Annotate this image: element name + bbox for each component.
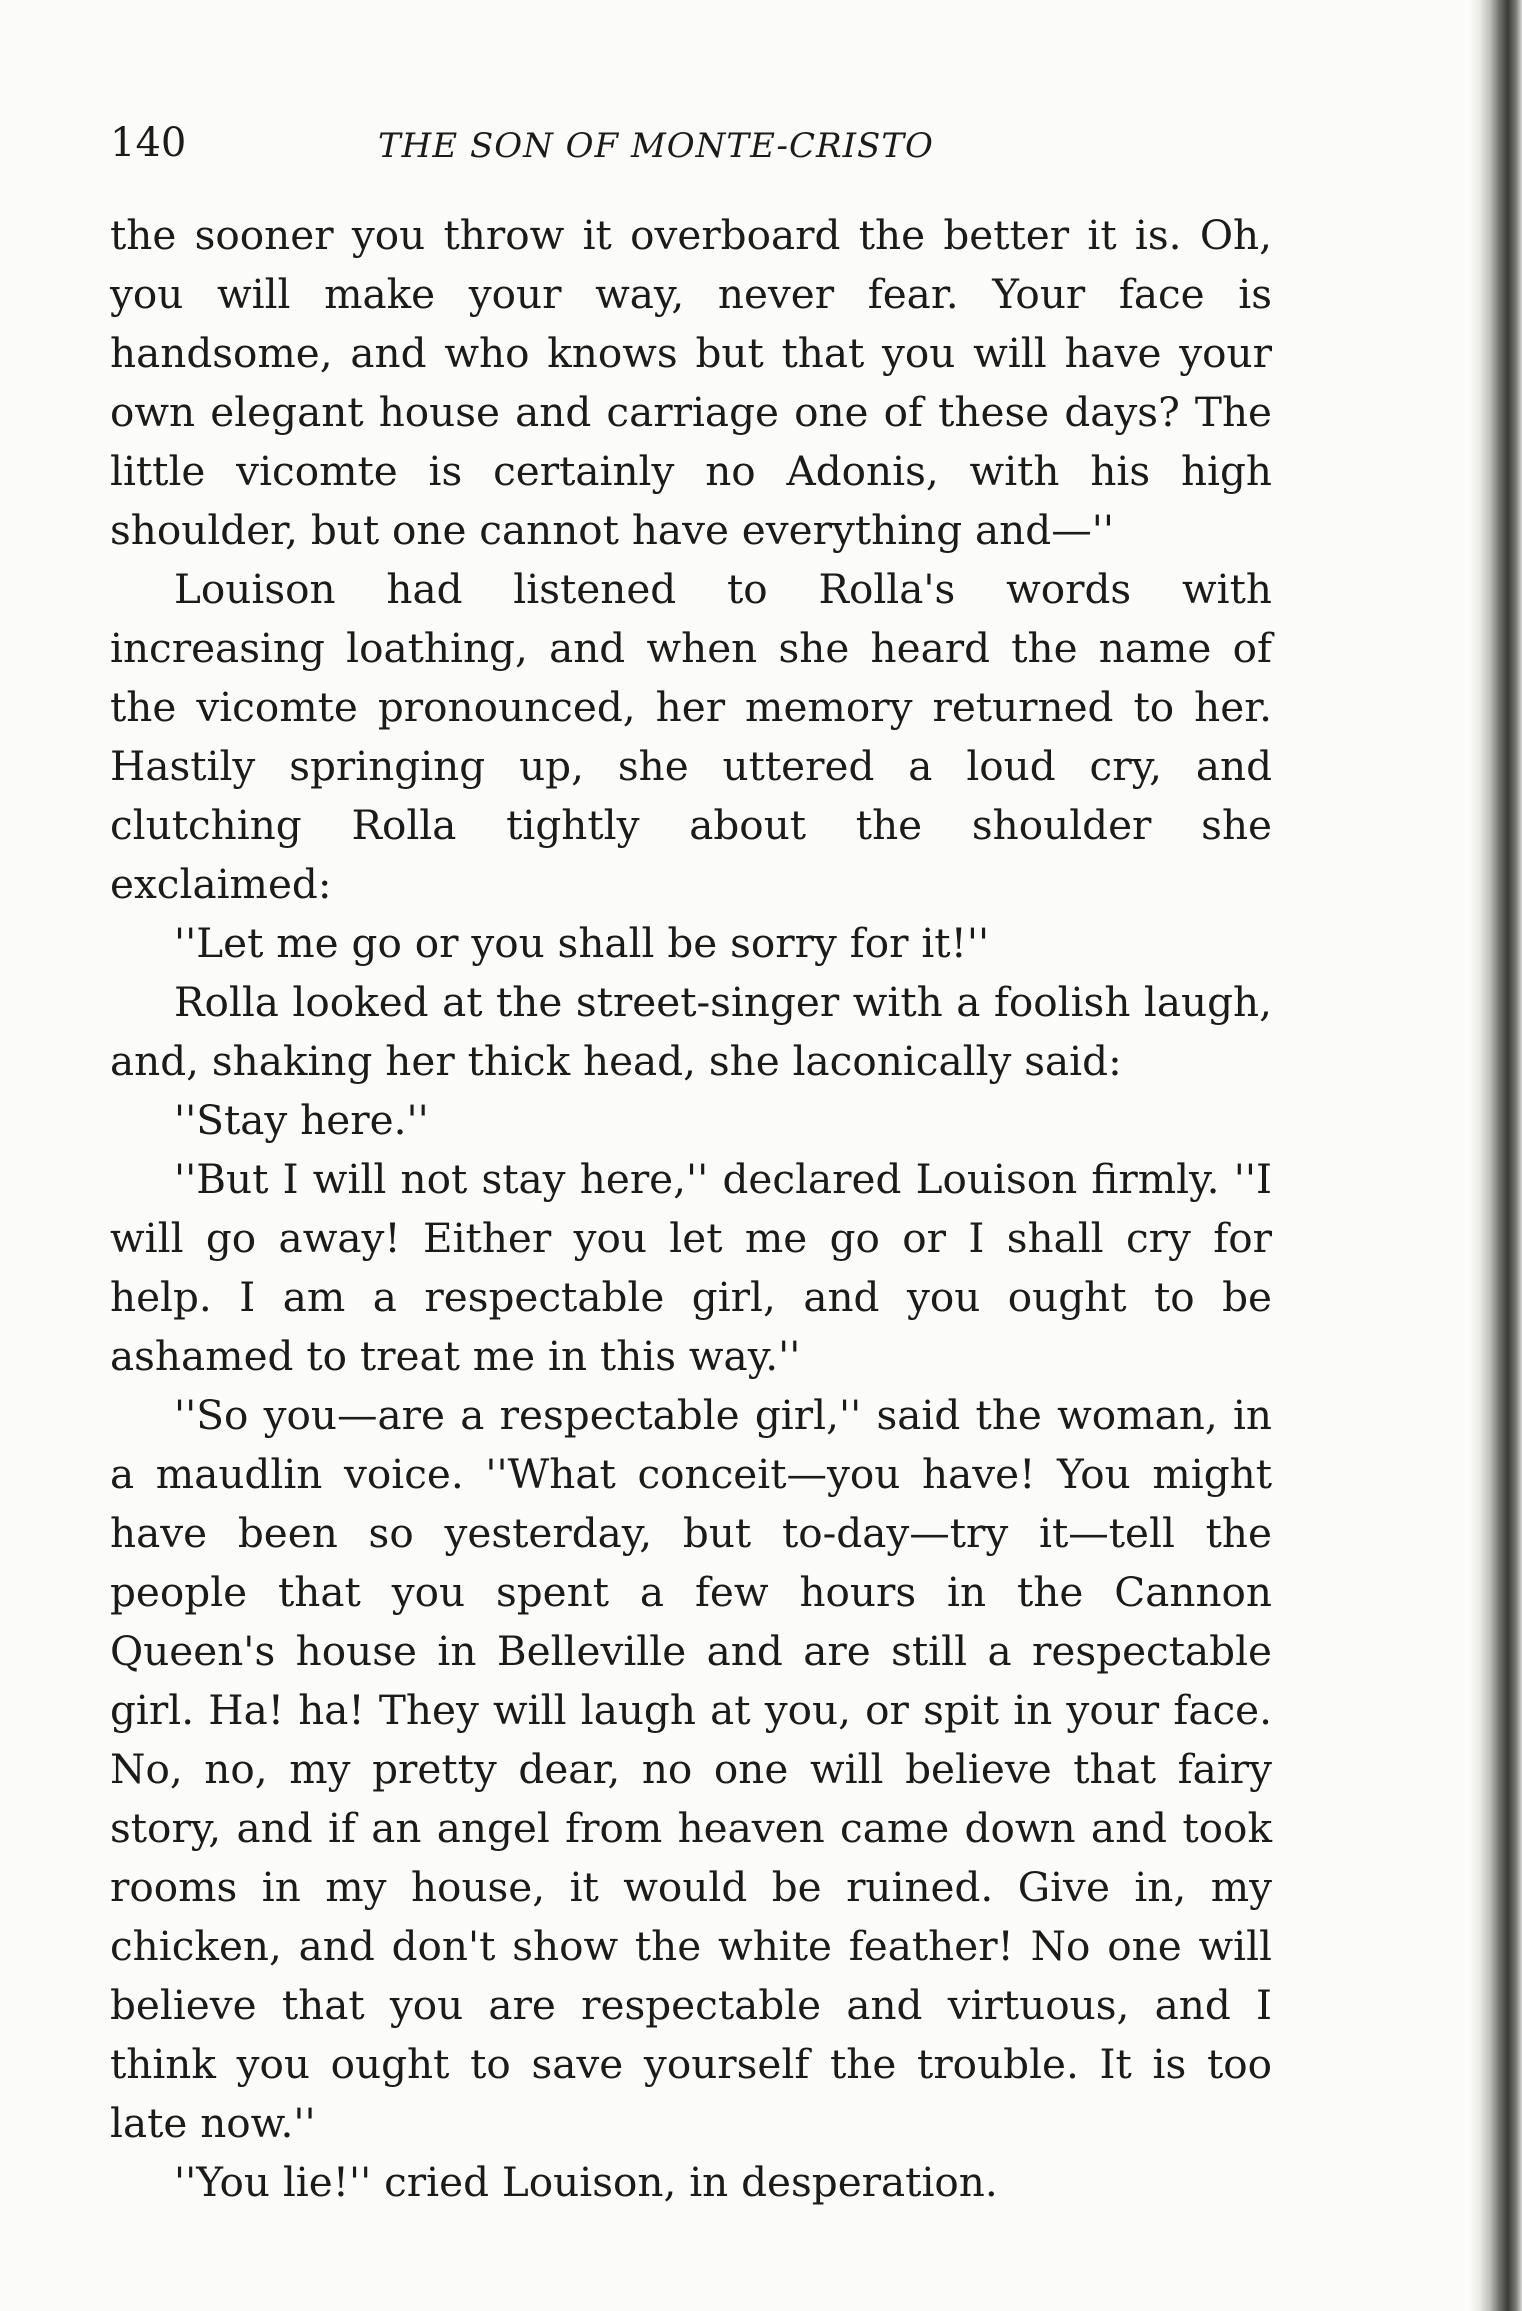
paragraph-dialogue: ''So you—are a respectable girl,'' said the woman, in a maudlin voice. ''What conceit—you have! You might have been so yesterday, but to-day—try it—tell the people that you spent a few hours in the Cannon Queen's house in Belleville and are still a respectable girl. Ha! ha! They will laugh at you, or spit in your face. No, no, my pretty dear, no one will believe that fairy story, and if an angel from heaven came down and took rooms in my house, it would be ruined. Give in, my chicken, and don't show the white feather! No one will believe that you are respectable and virtuous, and I think you ought to save yourself the trouble. It is too late now.'' [110, 1391, 1272, 2147]
paragraph: Rolla looked at the street-singer with a foolish laugh, and, shaking her thick head, she laconically said: [110, 978, 1272, 1085]
book-spine-shadow [1470, 0, 1522, 2311]
paragraph-dialogue: ''You lie!'' cried Louison, in desperation. [174, 2158, 998, 2206]
paragraph-dialogue: ''Let me go or you shall be sorry for it!'' [174, 919, 990, 967]
page-number: 140 [110, 120, 187, 166]
paragraph-continuation: the sooner you throw it overboard the better it is. Oh, you will make your way, never fear. Your face is handsome, and who knows but that you will have your own elegant house and carriage one of these days? The little vicomte is certainly no Adonis, with his high shoulder, but one cannot have everything and—'' [110, 211, 1272, 554]
paragraph-dialogue: ''But I will not stay here,'' declared Louison firmly. ''I will go away! Either you let me go or I shall cry for help. I am a respectable girl, and you ought to be ashamed to treat me in this way.'' [110, 1155, 1272, 1380]
running-title: THE SON OF MONTE-CRISTO [378, 126, 934, 166]
body-text [110, 206, 1272, 2212]
paragraph-dialogue: ''Stay here.'' [174, 1096, 429, 1144]
page-header [110, 118, 1272, 168]
paragraph: Louison had listened to Rolla's words with increasing loathing, and when she heard the name of the vicomte pronounced, her memory returned to her. Hastily springing up, she uttered a loud cry, and clutching Rolla tightly about the shoulder she exclaimed: [110, 565, 1272, 908]
